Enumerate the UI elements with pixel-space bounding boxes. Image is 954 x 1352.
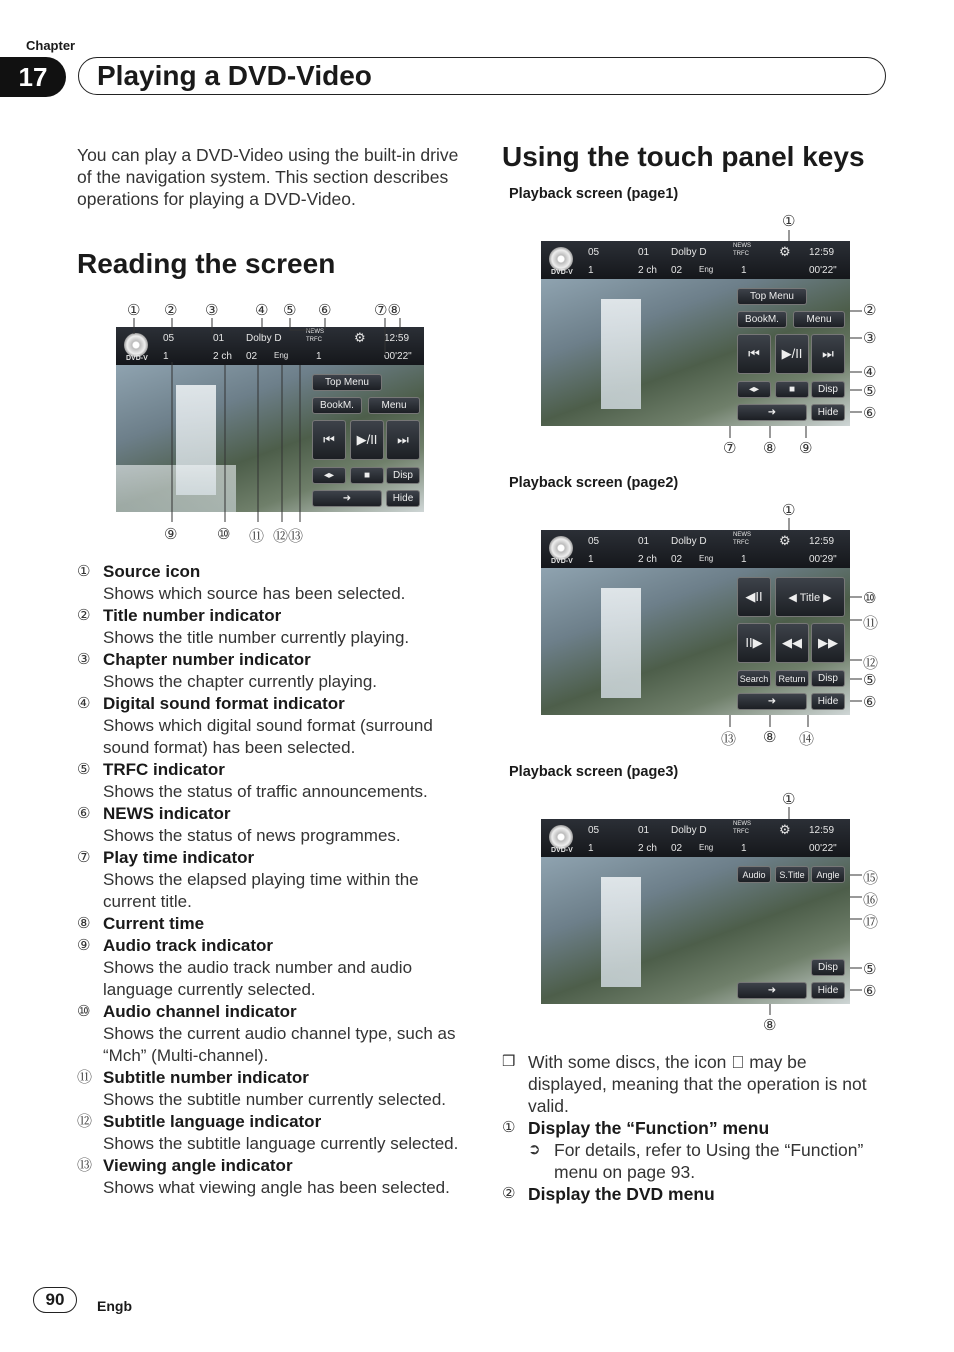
p1-callout-1: ①: [782, 213, 796, 230]
list-sub-item: [502, 1139, 882, 1183]
play-time: 00'29": [809, 554, 837, 565]
item-title: Digital sound format indicator: [103, 694, 345, 713]
bookmark-button[interactable]: BookM.: [312, 397, 362, 414]
item-title: NEWS indicator: [103, 804, 231, 823]
list-item: [77, 935, 472, 1001]
page-switch-button[interactable]: ➜: [737, 693, 807, 710]
title-number: 05: [588, 536, 600, 547]
item-number: ⑤: [77, 761, 91, 778]
page2-label: Playback screen (page2): [509, 475, 679, 491]
subtitle-number: 02: [671, 843, 683, 854]
list-item: [77, 649, 472, 693]
subtitle-language: Eng: [699, 265, 714, 274]
p2-callout-12: ⑫: [863, 655, 879, 672]
item-number: ⑥: [77, 805, 91, 822]
notes-section: [502, 1051, 882, 1205]
prev-button[interactable]: ⏮: [312, 420, 346, 460]
page1-screen-image: [541, 241, 850, 426]
subtitle-number: 02: [671, 265, 683, 276]
item-number: ⑫: [77, 1113, 93, 1130]
trfc-indicator: TRFC: [306, 337, 322, 343]
list-item: [502, 1117, 882, 1139]
item-desc: Shows the audio track number and audio language currently selected.: [103, 958, 413, 999]
item-title: Subtitle number indicator: [103, 1068, 309, 1087]
p3-callout-17: ⑰: [863, 914, 879, 931]
callout-7-8: ⑦⑧: [374, 302, 401, 319]
reading-screen-image: [116, 327, 424, 512]
list-item: [77, 913, 472, 935]
news-indicator: NEWS: [733, 821, 751, 827]
p2-callout-11: ⑪: [863, 615, 879, 632]
chapter-number: 01: [638, 825, 650, 836]
title-button[interactable]: ◀ Title ▶: [775, 577, 845, 617]
hide-button[interactable]: Hide: [811, 982, 845, 999]
page3-screen-image: [541, 819, 850, 1004]
status-bar: [541, 819, 850, 857]
item-number: ②: [77, 607, 91, 624]
waterfall: [601, 299, 641, 409]
chapter-title: Playing a DVD-Video: [97, 60, 372, 91]
trfc-indicator: TRFC: [733, 829, 749, 835]
news-indicator: NEWS: [733, 243, 751, 249]
p2-callout-13: ⑬: [721, 731, 737, 748]
note-text: With some discs, the icon ⃠ may be displayed, meaning that the operation is not valid.: [528, 1052, 867, 1116]
list-item: [77, 561, 472, 605]
item-title: Title number indicator: [103, 606, 282, 625]
item-desc: Shows the subtitle language currently selected.: [103, 1134, 459, 1153]
item-number: ⑪: [77, 1069, 93, 1086]
p3-callout-16: ⑯: [863, 892, 879, 909]
p1-callout-9: ⑨: [799, 440, 813, 457]
p2-callout-6: ⑥: [863, 694, 877, 711]
chapter-number-badge: 17: [0, 57, 66, 97]
p1-callout-3: ③: [863, 330, 877, 347]
trfc-indicator: TRFC: [733, 540, 749, 546]
callout-6: ⑥: [318, 302, 332, 319]
next-button[interactable]: ⏭: [386, 420, 420, 460]
status-bar: [116, 327, 424, 365]
page3-label: Playback screen (page3): [509, 764, 679, 780]
item-desc: Shows the elapsed playing time within the current title.: [103, 870, 419, 911]
item-number: ⑦: [77, 849, 91, 866]
clock: 12:59: [809, 825, 835, 836]
hide-button[interactable]: Hide: [811, 404, 845, 421]
waterfall: [601, 877, 641, 987]
item-number: ⑬: [77, 1157, 93, 1174]
stop-button[interactable]: ■: [775, 381, 809, 398]
dvd-source-icon: [549, 247, 573, 271]
disp-button[interactable]: Disp: [811, 670, 845, 687]
menu-button[interactable]: Menu: [368, 397, 420, 414]
play-time: 00'22": [809, 265, 837, 276]
chapter-number: 01: [638, 247, 650, 258]
callout-5: ⑤: [283, 302, 297, 319]
step-back-button[interactable]: ◀II: [737, 577, 771, 617]
language-code: Engb: [97, 1298, 132, 1314]
angle-button[interactable]: Angle: [811, 866, 845, 883]
item-number: ④: [77, 695, 91, 712]
page-switch-button[interactable]: ➜: [312, 490, 382, 507]
news-indicator: NEWS: [306, 329, 324, 335]
p1-callout-2: ②: [863, 302, 877, 319]
disp-button[interactable]: Disp: [386, 467, 420, 484]
gear-icon: ⚙: [354, 330, 366, 345]
dvd-source-icon: [549, 536, 573, 560]
dvd-label: DVD-V: [126, 355, 148, 362]
item-desc: Shows the subtitle number currently selected.: [103, 1090, 447, 1109]
arrow-keys-button[interactable]: ◂▸: [737, 381, 771, 398]
page2-screen-image: [541, 530, 850, 715]
bookmark-button[interactable]: BookM.: [737, 311, 787, 328]
p1-callout-5: ⑤: [863, 383, 877, 400]
audio-channel: 2 ch: [638, 265, 657, 276]
reading-screen-heading: Reading the screen: [77, 248, 336, 279]
item-title: Audio track indicator: [103, 936, 274, 955]
item-desc: Shows the title number currently playing.: [103, 628, 410, 647]
intro-paragraph: You can play a DVD-Video using the built-in drive of the navigation system. This section describes operations for playing a DVD-Video.: [77, 145, 459, 209]
angle-number: 1: [741, 843, 747, 854]
callout-11: ⑪: [249, 528, 265, 545]
item-desc: Shows which digital sound format (surround sound format) has been selected.: [103, 716, 433, 757]
item-number: ⑩: [77, 1003, 91, 1020]
gear-icon[interactable]: ⚙: [779, 244, 791, 259]
top-menu-button[interactable]: Top Menu: [737, 288, 807, 305]
note-checkbox-icon: ❒: [502, 1053, 516, 1070]
sound-format: Dolby D: [671, 247, 707, 258]
mist: [116, 465, 236, 512]
indicator-list: [77, 561, 472, 1199]
status-bar: [541, 530, 850, 568]
news-indicator: NEWS: [733, 532, 751, 538]
item-title: Viewing angle indicator: [103, 1156, 293, 1175]
step-forward-button[interactable]: II▶: [737, 623, 771, 663]
subtitle-language: Eng: [274, 351, 289, 360]
cross-reference: For details, refer to Using the “Function” menu on page 93.: [554, 1140, 864, 1182]
p2-callout-14: ⑭: [799, 731, 815, 748]
play-pause-button[interactable]: ▶/II: [775, 334, 809, 374]
item-desc: Shows what viewing angle has been selected.: [103, 1178, 450, 1197]
page-number: 90: [33, 1287, 77, 1313]
item-desc: Shows which source has been selected.: [103, 584, 406, 603]
item-title: Current time: [103, 914, 205, 933]
p2-callout-5: ⑤: [863, 672, 877, 689]
list-item: [77, 759, 472, 803]
list-item: [77, 693, 472, 759]
item-title: Display the DVD menu: [528, 1184, 715, 1204]
p3-callout-15: ⑮: [863, 870, 879, 887]
item-title: Subtitle language indicator: [103, 1112, 322, 1131]
page-switch-button[interactable]: ➜: [737, 404, 807, 421]
callout-4: ④: [255, 302, 269, 319]
list-item: [77, 803, 472, 847]
item-desc: Shows the current audio channel type, such as “Mch” (Multi-channel).: [103, 1024, 456, 1065]
audio-track: 1: [588, 554, 594, 565]
list-item: [77, 605, 472, 649]
subtitle-language: Eng: [699, 554, 714, 563]
angle-number: 1: [741, 265, 747, 276]
callout-10: ⑩: [217, 526, 231, 543]
clock: 12:59: [809, 536, 835, 547]
return-button[interactable]: Return: [775, 670, 809, 687]
angle-number: 1: [741, 554, 747, 565]
page1-label: Playback screen (page1): [509, 186, 679, 202]
item-number: ①: [502, 1119, 516, 1136]
title-number: 05: [588, 825, 600, 836]
audio-track: 1: [588, 265, 594, 276]
list-item: [77, 1001, 472, 1067]
item-desc: Shows the status of news programmes.: [103, 826, 401, 845]
prev-button[interactable]: ⏮: [737, 334, 771, 374]
item-number: ⑧: [77, 915, 91, 932]
item-desc: Shows the chapter currently playing.: [103, 672, 378, 691]
hide-button[interactable]: Hide: [386, 490, 420, 507]
audio-channel: 2 ch: [638, 843, 657, 854]
disp-button[interactable]: Disp: [811, 381, 845, 398]
note-row: [502, 1051, 882, 1117]
item-title: Source icon: [103, 562, 201, 581]
audio-channel: 2 ch: [213, 351, 232, 362]
item-number: ③: [77, 651, 91, 668]
audio-track: 1: [588, 843, 594, 854]
callout-2: ②: [164, 302, 178, 319]
p2-callout-10: ⑩: [863, 590, 877, 607]
callout-3: ③: [205, 302, 219, 319]
audio-channel: 2 ch: [638, 554, 657, 565]
play-time: 00'22": [384, 351, 412, 362]
subtitle-language: Eng: [699, 843, 714, 852]
dvd-source-icon: [549, 825, 573, 849]
waterfall: [601, 588, 641, 698]
dvd-label: DVD-V: [551, 558, 573, 565]
touch-panel-heading: Using the touch panel keys: [502, 141, 865, 172]
p3-callout-5: ⑤: [863, 961, 877, 978]
p3-callout-1: ①: [782, 791, 796, 808]
dvd-label: DVD-V: [551, 847, 573, 854]
sound-format: Dolby D: [671, 825, 707, 836]
audio-button[interactable]: Audio: [737, 866, 771, 883]
p1-callout-7: ⑦: [723, 440, 737, 457]
callout-12-13: ⑫⑬: [273, 528, 304, 545]
p3-callout-6: ⑥: [863, 983, 877, 1000]
p3-callout-8: ⑧: [763, 1017, 777, 1034]
p1-callout-8: ⑧: [763, 440, 777, 457]
search-button[interactable]: Search: [737, 670, 771, 687]
list-item: [77, 1155, 472, 1199]
rewind-button[interactable]: ◀◀: [775, 623, 809, 663]
chapter-label: Chapter: [26, 38, 76, 53]
title-number: 05: [588, 247, 600, 258]
clock: 12:59: [384, 333, 410, 344]
next-button[interactable]: ⏭: [811, 334, 845, 374]
item-desc: Shows the status of traffic announcements.: [103, 782, 428, 801]
stop-button[interactable]: ■: [350, 467, 384, 484]
sound-format: Dolby D: [671, 536, 707, 547]
status-bar: [541, 241, 850, 279]
p1-callout-6: ⑥: [863, 405, 877, 422]
dvd-source-icon: [124, 333, 148, 357]
arrow-keys-button[interactable]: ◂▸: [312, 467, 346, 484]
sound-format: Dolby D: [246, 333, 282, 344]
title-number: 05: [163, 333, 175, 344]
clock: 12:59: [809, 247, 835, 258]
item-title: Play time indicator: [103, 848, 255, 867]
subtitle-button[interactable]: S.Title: [775, 866, 809, 883]
item-title: TRFC indicator: [103, 760, 225, 779]
arrow-icon: ➲: [528, 1141, 541, 1158]
list-item: [502, 1183, 882, 1205]
top-menu-button[interactable]: Top Menu: [312, 374, 382, 391]
item-number: ⑨: [77, 937, 91, 954]
item-title: Display the “Function” menu: [528, 1118, 770, 1138]
subtitle-number: 02: [246, 351, 258, 362]
gear-icon[interactable]: ⚙: [779, 533, 791, 548]
callout-1: ①: [127, 302, 141, 319]
gear-icon[interactable]: ⚙: [779, 822, 791, 837]
trfc-indicator: TRFC: [733, 251, 749, 257]
item-title: Chapter number indicator: [103, 650, 311, 669]
subtitle-number: 02: [671, 554, 683, 565]
menu-button[interactable]: Menu: [793, 311, 845, 328]
p2-callout-1: ①: [782, 502, 796, 519]
item-number: ①: [77, 563, 91, 580]
hide-button[interactable]: Hide: [811, 693, 845, 710]
item-number: ②: [502, 1185, 516, 1202]
list-item: [77, 1067, 472, 1111]
disp-button[interactable]: Disp: [811, 959, 845, 976]
p2-callout-8: ⑧: [763, 729, 777, 746]
fast-forward-button[interactable]: ▶▶: [811, 623, 845, 663]
list-item: [77, 1111, 472, 1155]
angle-number: 1: [316, 351, 322, 362]
chapter-number: 01: [638, 536, 650, 547]
list-item: [77, 847, 472, 913]
play-time: 00'22": [809, 843, 837, 854]
dvd-label: DVD-V: [551, 269, 573, 276]
play-pause-button[interactable]: ▶/II: [350, 420, 384, 460]
page-switch-button[interactable]: ➜: [737, 982, 807, 999]
item-title: Audio channel indicator: [103, 1002, 297, 1021]
p1-callout-4: ④: [863, 364, 877, 381]
chapter-number: 01: [213, 333, 225, 344]
audio-track: 1: [163, 351, 169, 362]
callout-9: ⑨: [164, 526, 178, 543]
